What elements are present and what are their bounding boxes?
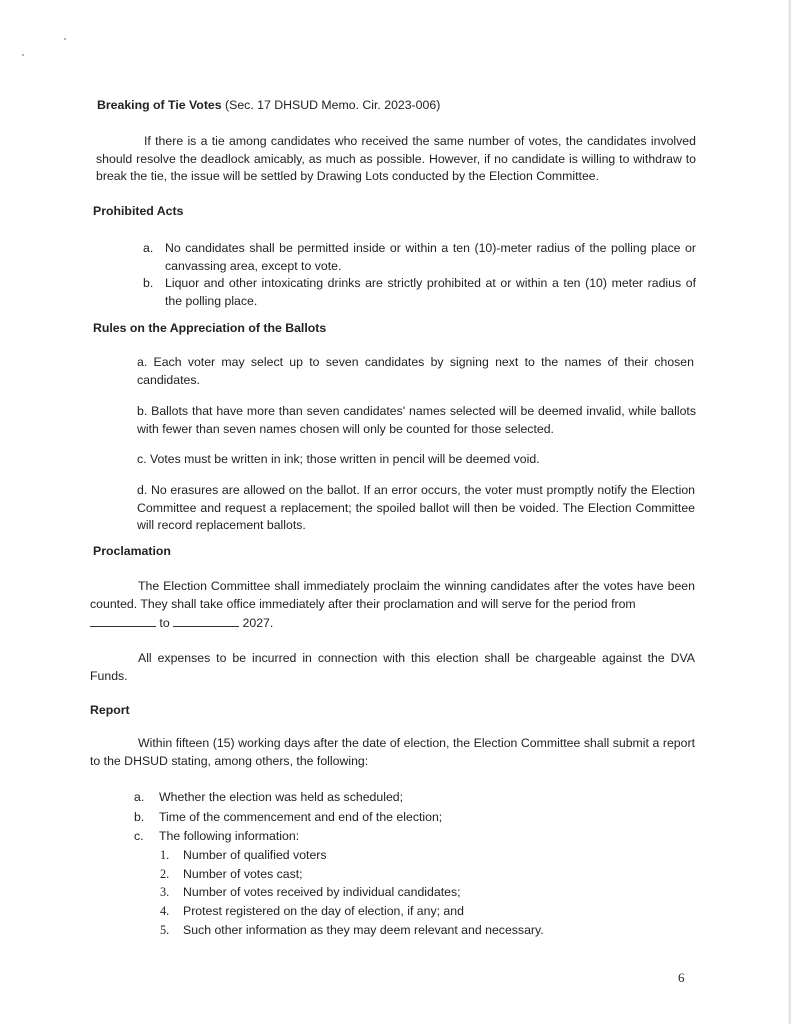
list-item: b. Time of the commencement and end of the election; <box>134 810 443 824</box>
rule-item: b. Ballots that have more than seven candidates' names selected will be deemed invalid, while ballots with fewer than seven names chosen will only be counted for those selected. <box>137 404 696 436</box>
report-heading: Report <box>90 703 130 717</box>
tie-heading-reference: (Sec. 17 DHSUD Memo. Cir. 2023-006) <box>221 98 441 112</box>
page-number: 6 <box>678 970 685 985</box>
rule-item: c. Votes must be written in ink; those written in pencil will be deemed void. <box>137 452 540 466</box>
sub-list-item: 2. Number of votes cast; <box>160 867 303 881</box>
list-item: c. The following information: <box>134 829 300 843</box>
tie-heading: Breaking of Tie Votes <box>97 98 222 112</box>
term-end-blank <box>173 614 239 627</box>
prohibited-heading: Prohibited Acts <box>93 204 184 218</box>
proclamation-heading: Proclamation <box>93 544 171 558</box>
term-period-line <box>90 614 490 633</box>
proclamation-paragraph: The Election Committee shall immediately proclaim the winning candidates after the votes have been counted. They shall take office immediately after their proclamation and will serve for the period from <box>90 579 695 611</box>
scan-speck <box>22 54 24 56</box>
sub-list-item: 3. Number of votes received by individual candidates; <box>160 885 461 899</box>
expenses-paragraph: All expenses to be incurred in connection with this election shall be chargeable against the DVA Funds. <box>90 651 695 683</box>
list-item: a. No candidates shall be permitted inside or within a ten (10)-meter radius of the polling place or canvassing area, except to vote. <box>143 241 696 273</box>
term-start-blank <box>90 614 156 627</box>
term-end-year: 2027. <box>242 616 274 630</box>
sub-list-item: 1. Number of qualified voters <box>160 848 327 862</box>
sub-list-item: 5. Such other information as they may deem relevant and necessary. <box>160 923 544 937</box>
rules-heading: Rules on the Appreciation of the Ballots <box>93 321 327 335</box>
report-paragraph: Within fifteen (15) working days after the date of election, the Election Committee shall submit a report to the DHSUD stating, among others, the following: <box>90 736 695 768</box>
rule-item: a. Each voter may select up to seven candidates by signing next to the names of their chosen candidates. <box>137 355 694 387</box>
term-to-word: to <box>159 616 170 630</box>
tie-paragraph: If there is a tie among candidates who received the same number of votes, the candidates involved should resolve the deadlock amicably, as much as possible. However, if no candidate is willing to withdraw to break the tie, the issue will be settled by Drawing Lots conducted by the Election Committee. <box>96 134 696 184</box>
rule-item: d. No erasures are allowed on the ballot. If an error occurs, the voter must promptly notify the Election Committee and request a replacement; the spoiled ballot will then be voided. The Election Committee will record replacement ballots. <box>137 483 695 533</box>
list-item: a. Whether the election was held as scheduled; <box>134 790 404 804</box>
tie-heading-line <box>97 97 697 115</box>
list-item: b. Liquor and other intoxicating drinks are strictly prohibited at or within a ten (10) meter radius of the polling place. <box>143 276 696 308</box>
scan-speck <box>64 38 66 40</box>
sub-list-item: 4. Protest registered on the day of election, if any; and <box>160 904 464 918</box>
